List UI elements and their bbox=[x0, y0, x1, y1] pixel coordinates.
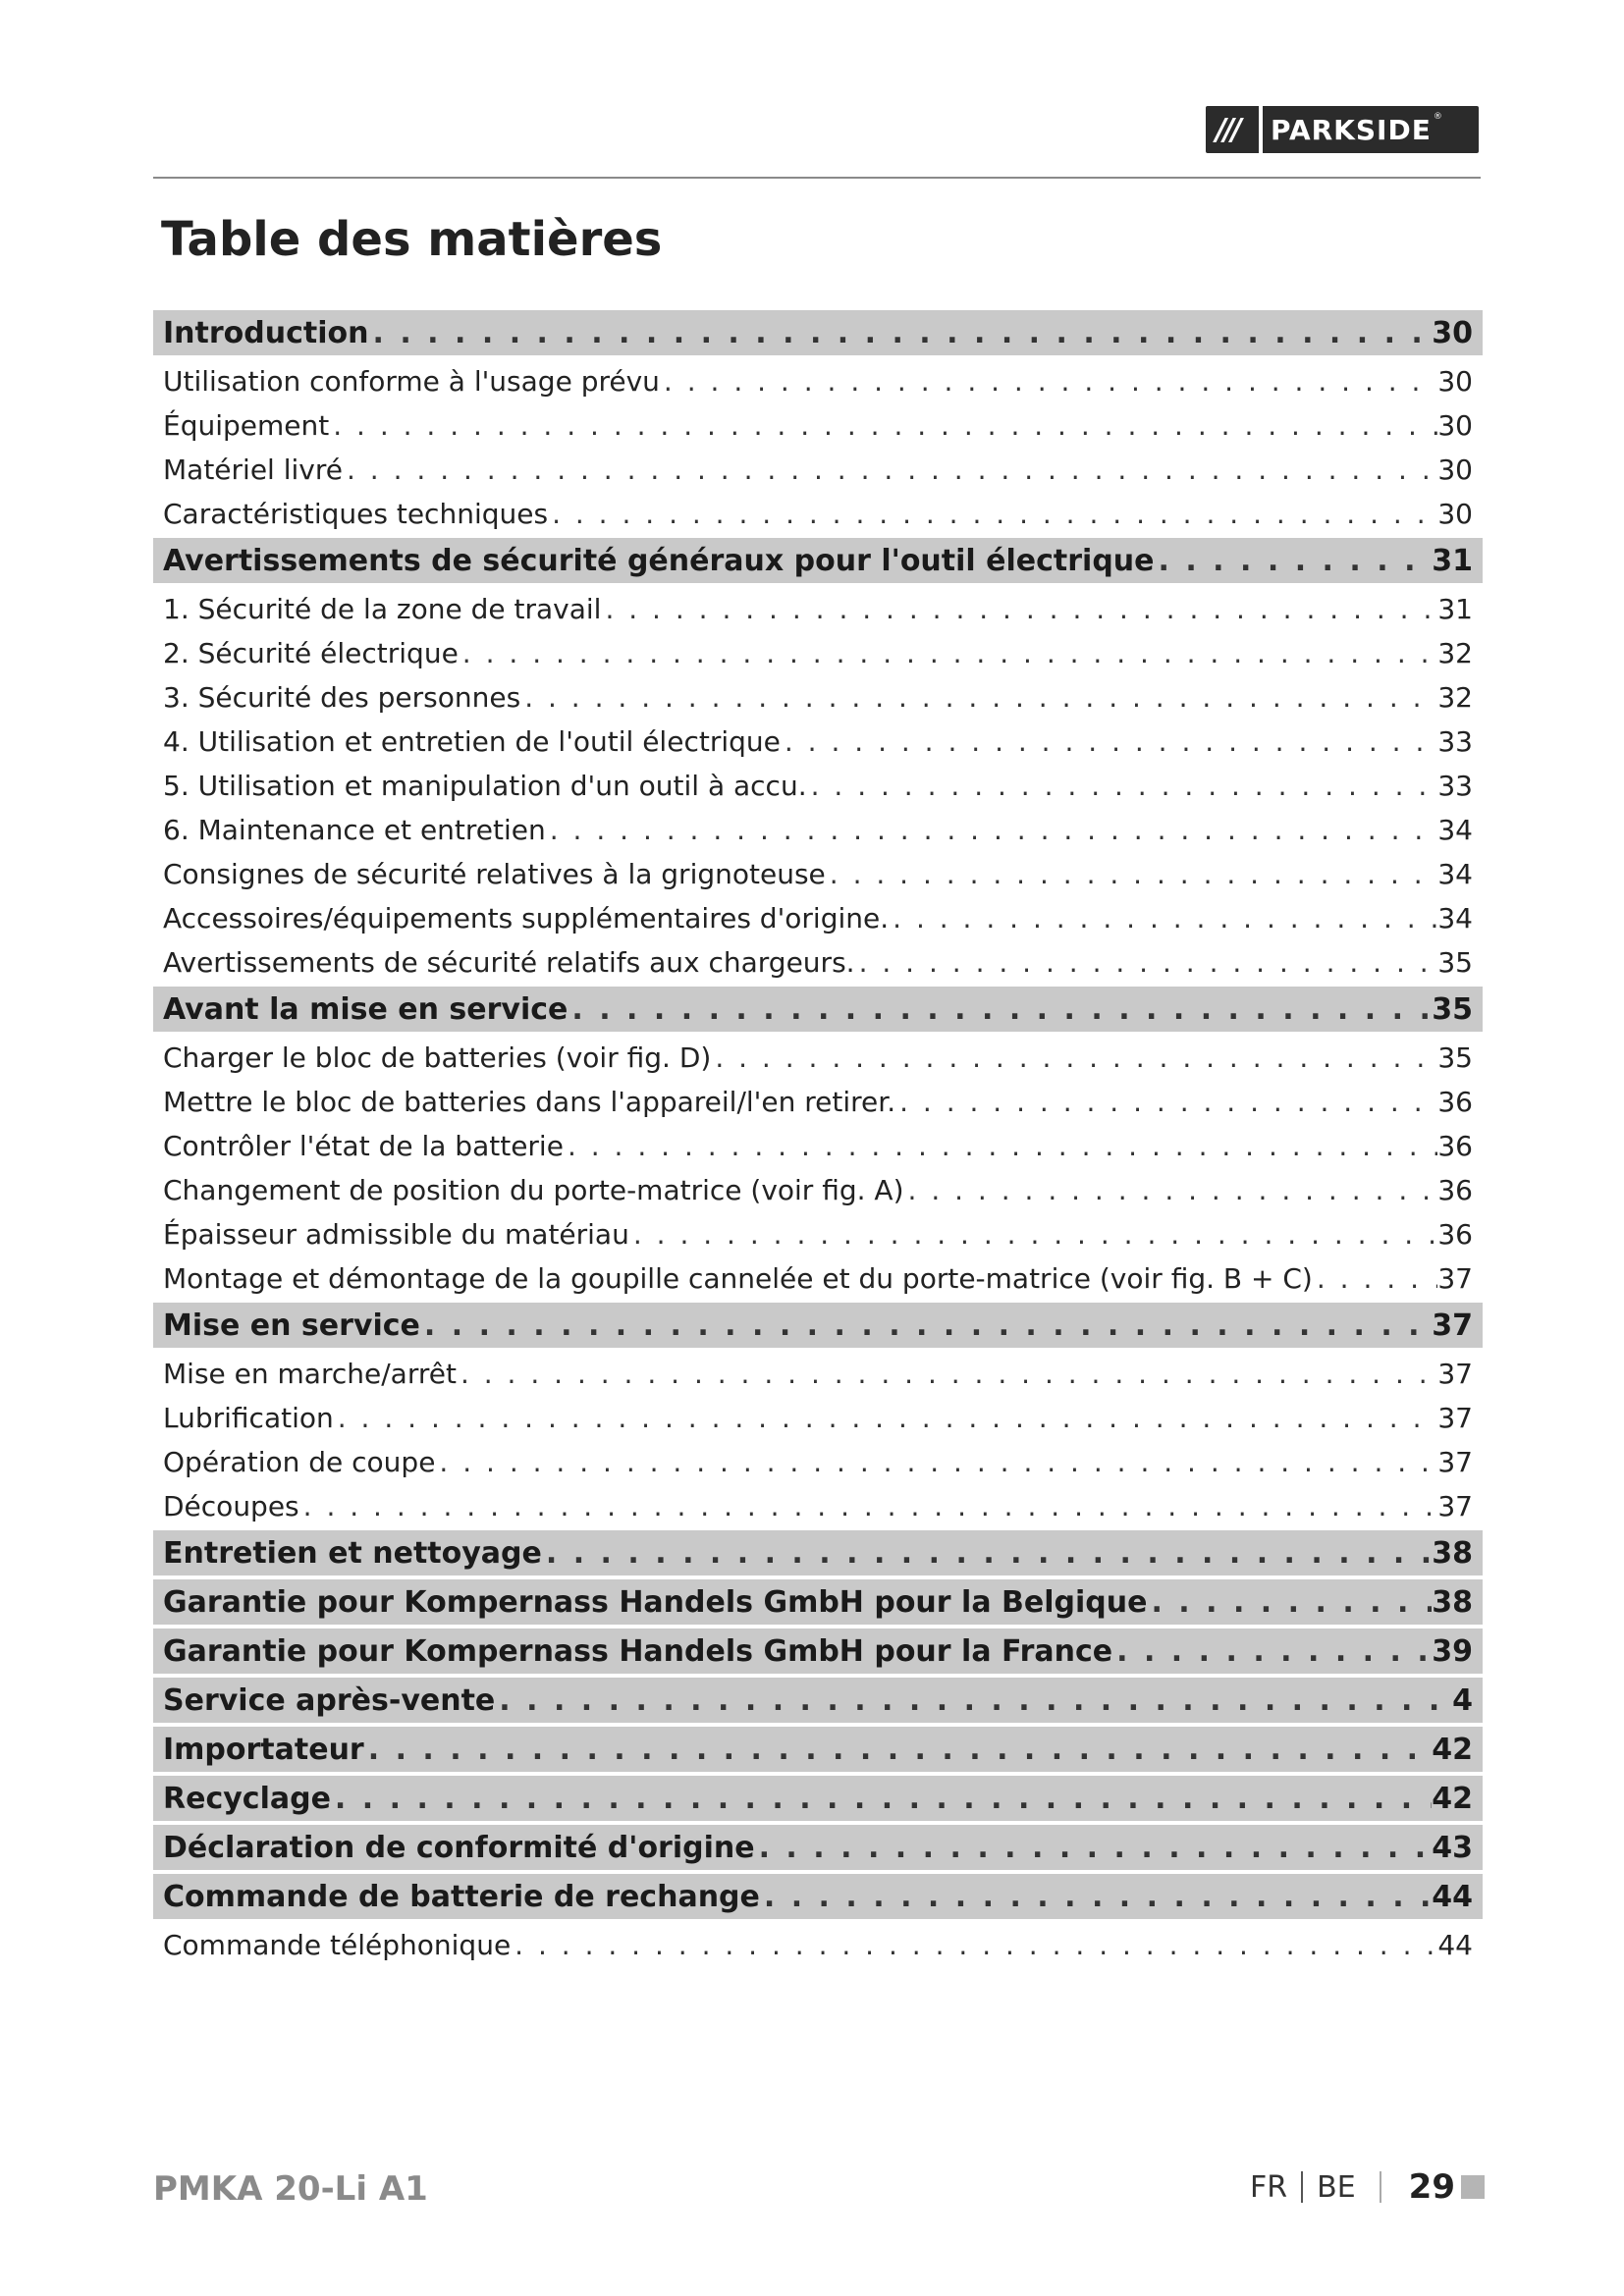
toc-entry bbox=[153, 852, 1483, 896]
logo-divider bbox=[1259, 106, 1263, 153]
toc-dot-leader bbox=[364, 1733, 1433, 1767]
toc-page-number: 30 bbox=[1437, 409, 1473, 442]
parkside-logo bbox=[1206, 106, 1479, 153]
toc-dot-leader bbox=[760, 1880, 1432, 1914]
toc-page-number: 36 bbox=[1437, 1130, 1473, 1162]
toc-label: Mise en marche/arrêt bbox=[163, 1358, 457, 1390]
toc-page-number: 37 bbox=[1437, 1490, 1473, 1522]
toc-label: 6. Maintenance et entretien bbox=[163, 814, 546, 846]
toc-label: Garantie pour Kompernass Handels GmbH pour la Belgique bbox=[163, 1584, 1148, 1620]
toc-page-number: 34 bbox=[1437, 902, 1473, 934]
toc-section bbox=[153, 1874, 1483, 1919]
toc-dot-leader bbox=[660, 365, 1437, 398]
toc-label: Déclaration de conformité d'origine bbox=[163, 1830, 755, 1865]
toc-label: Importateur bbox=[163, 1732, 364, 1767]
toc-dot-leader bbox=[542, 1536, 1432, 1571]
toc-page-number: 34 bbox=[1437, 858, 1473, 890]
toc-section bbox=[153, 310, 1483, 355]
toc-label: Consignes de sécurité relatives à la grignoteuse bbox=[163, 858, 826, 890]
toc-dot-leader bbox=[420, 1308, 1432, 1343]
toc-entry bbox=[153, 1923, 1483, 1967]
toc-label: Recyclage bbox=[163, 1781, 331, 1816]
toc-page-number: 37 bbox=[1437, 1262, 1473, 1295]
toc-label: Commande téléphonique bbox=[163, 1929, 512, 1961]
toc-label: Opération de coupe bbox=[163, 1446, 436, 1478]
toc-label: Charger le bloc de batteries (voir fig. D) bbox=[163, 1041, 712, 1074]
toc-page-number: 43 bbox=[1432, 1830, 1473, 1865]
toc-page-number: 30 bbox=[1432, 315, 1473, 350]
toc-dot-leader bbox=[855, 946, 1438, 979]
page-number: 29 bbox=[1408, 2167, 1455, 2207]
toc-page-number: 42 bbox=[1432, 1732, 1473, 1767]
logo-slashes: /// bbox=[1216, 112, 1239, 147]
toc-entry bbox=[153, 1168, 1483, 1212]
toc-dot-leader bbox=[511, 1929, 1437, 1961]
toc-label: Contrôler l'état de la batterie bbox=[163, 1130, 564, 1162]
toc-page-number: 30 bbox=[1437, 454, 1473, 486]
toc-label: 3. Sécurité des personnes bbox=[163, 681, 521, 714]
toc-entry bbox=[153, 720, 1483, 764]
toc-label: Mise en service bbox=[163, 1308, 420, 1343]
toc-entry bbox=[153, 896, 1483, 940]
toc-label: 1. Sécurité de la zone de travail bbox=[163, 593, 602, 625]
toc-label: Changement de position du porte-matrice (voir fig. A) bbox=[163, 1174, 904, 1206]
toc-label: Découpes bbox=[163, 1490, 299, 1522]
page-title: Table des matières bbox=[161, 212, 663, 267]
toc-label: Caractéristiques techniques bbox=[163, 498, 549, 530]
logo-registered-mark: ® bbox=[1433, 112, 1442, 122]
toc-dot-leader bbox=[1147, 1585, 1432, 1620]
toc-entry bbox=[153, 1396, 1483, 1440]
toc-dot-leader bbox=[495, 1683, 1452, 1718]
toc-page-number: 34 bbox=[1437, 814, 1473, 846]
toc-entry bbox=[153, 359, 1483, 403]
toc-entry bbox=[153, 1212, 1483, 1256]
toc-entry bbox=[153, 1484, 1483, 1528]
toc-page-number: 31 bbox=[1432, 543, 1473, 578]
toc-entry bbox=[153, 1080, 1483, 1124]
toc-dot-leader bbox=[343, 454, 1437, 486]
toc-dot-leader bbox=[904, 1174, 1438, 1206]
toc-dot-leader bbox=[459, 637, 1438, 669]
toc-page-number: 38 bbox=[1432, 1535, 1473, 1571]
toc-label: Entretien et nettoyage bbox=[163, 1535, 542, 1571]
toc-label: 2. Sécurité électrique bbox=[163, 637, 459, 669]
toc-entry bbox=[153, 1256, 1483, 1301]
toc-page-number: 33 bbox=[1437, 770, 1473, 802]
footer-lang-fr: FR bbox=[1250, 2169, 1288, 2205]
toc-dot-leader bbox=[781, 725, 1438, 758]
toc-dot-leader bbox=[895, 1086, 1437, 1118]
footer-separator bbox=[1301, 2171, 1303, 2203]
footer-page-info bbox=[1250, 2167, 1485, 2207]
toc-section bbox=[153, 987, 1483, 1032]
footer-model-name: PMKA 20-Li A1 bbox=[153, 2169, 428, 2209]
toc-page-number: 44 bbox=[1437, 1929, 1473, 1961]
toc-section bbox=[153, 1629, 1483, 1674]
toc-label: Garantie pour Kompernass Handels GmbH pour la France bbox=[163, 1633, 1113, 1669]
toc-entry bbox=[153, 448, 1483, 492]
toc-entry bbox=[153, 1036, 1483, 1080]
toc-label: Introduction bbox=[163, 315, 369, 350]
toc-label: Montage et démontage de la goupille cannelée et du porte-matrice (voir fig. B + C) bbox=[163, 1262, 1313, 1295]
toc-section bbox=[153, 1727, 1483, 1772]
toc-dot-leader bbox=[826, 858, 1438, 890]
toc-page-number: 37 bbox=[1437, 1402, 1473, 1434]
toc-page-number: 31 bbox=[1437, 593, 1473, 625]
footer-lang-be: BE bbox=[1317, 2169, 1356, 2205]
toc-dot-leader bbox=[1112, 1634, 1432, 1669]
toc-section bbox=[153, 1776, 1483, 1821]
toc-page-number: 36 bbox=[1437, 1086, 1473, 1118]
toc-entry bbox=[153, 1440, 1483, 1484]
toc-page-number: 38 bbox=[1432, 1584, 1473, 1620]
toc-dot-leader bbox=[457, 1358, 1437, 1390]
toc-entry bbox=[153, 631, 1483, 675]
toc-label: Service après-vente bbox=[163, 1682, 496, 1718]
footer-separator bbox=[1380, 2171, 1381, 2203]
toc-dot-leader bbox=[368, 316, 1432, 350]
toc-page-number: 32 bbox=[1437, 681, 1473, 714]
toc-label: Mettre le bloc de batteries dans l'appareil/l'en retirer. bbox=[163, 1086, 896, 1118]
toc-page-number: 35 bbox=[1437, 946, 1473, 979]
toc-label: Avertissements de sécurité relatifs aux chargeurs. bbox=[163, 946, 855, 979]
toc-page-number: 32 bbox=[1437, 637, 1473, 669]
toc-section bbox=[153, 1530, 1483, 1575]
toc-label: Lubrification bbox=[163, 1402, 334, 1434]
toc-entry bbox=[153, 675, 1483, 720]
toc-dot-leader bbox=[435, 1446, 1437, 1478]
toc-page-number: 30 bbox=[1437, 365, 1473, 398]
toc-dot-leader bbox=[1155, 544, 1433, 578]
toc-dot-leader bbox=[546, 814, 1438, 846]
toc-section bbox=[153, 1825, 1483, 1870]
toc-dot-leader bbox=[334, 1402, 1438, 1434]
toc-page-number: 37 bbox=[1437, 1358, 1473, 1390]
toc-dot-leader bbox=[755, 1831, 1433, 1865]
toc-page-number: 37 bbox=[1432, 1308, 1473, 1343]
toc-label: 4. Utilisation et entretien de l'outil électrique bbox=[163, 725, 781, 758]
toc-entry bbox=[153, 764, 1483, 808]
toc-dot-leader bbox=[601, 593, 1437, 625]
toc-page-number: 35 bbox=[1437, 1041, 1473, 1074]
toc-entry bbox=[153, 403, 1483, 448]
toc-dot-leader bbox=[711, 1041, 1437, 1074]
toc-dot-leader bbox=[548, 498, 1437, 530]
toc-page-number: 35 bbox=[1432, 991, 1473, 1027]
toc-label: Commande de batterie de rechange bbox=[163, 1879, 760, 1914]
toc-dot-leader bbox=[299, 1490, 1438, 1522]
toc-dot-leader bbox=[1313, 1262, 1438, 1295]
page-marker-square bbox=[1461, 2175, 1485, 2199]
toc-label: Avertissements de sécurité généraux pour l'outil électrique bbox=[163, 543, 1155, 578]
toc-page-number: 33 bbox=[1437, 725, 1473, 758]
toc-page-number: 37 bbox=[1437, 1446, 1473, 1478]
toc-entry bbox=[153, 940, 1483, 985]
toc-label: Matériel livré bbox=[163, 454, 343, 486]
toc-dot-leader bbox=[629, 1218, 1438, 1251]
toc-page-number: 30 bbox=[1437, 498, 1473, 530]
toc-label: Avant la mise en service bbox=[163, 991, 568, 1027]
table-of-contents bbox=[153, 308, 1483, 1967]
toc-entry bbox=[153, 1352, 1483, 1396]
toc-section bbox=[153, 1303, 1483, 1348]
toc-section bbox=[153, 538, 1483, 583]
toc-page-number: 36 bbox=[1437, 1218, 1473, 1251]
toc-dot-leader bbox=[331, 1782, 1432, 1816]
toc-section bbox=[153, 1579, 1483, 1625]
toc-page-number: 42 bbox=[1432, 1781, 1473, 1816]
toc-entry bbox=[153, 587, 1483, 631]
toc-dot-leader bbox=[807, 770, 1438, 802]
header-rule bbox=[153, 177, 1481, 179]
toc-label: Équipement bbox=[163, 409, 330, 442]
toc-entry bbox=[153, 492, 1483, 536]
toc-dot-leader bbox=[568, 992, 1432, 1027]
logo-brand-name: PARKSIDE bbox=[1271, 113, 1432, 146]
toc-label: Épaisseur admissible du matériau bbox=[163, 1218, 629, 1251]
toc-dot-leader bbox=[889, 902, 1437, 934]
toc-label: Utilisation conforme à l'usage prévu bbox=[163, 365, 660, 398]
toc-section bbox=[153, 1678, 1483, 1723]
toc-page-number: 36 bbox=[1437, 1174, 1473, 1206]
toc-label: 5. Utilisation et manipulation d'un outil à accu. bbox=[163, 770, 807, 802]
toc-page-number: 44 bbox=[1432, 1879, 1473, 1914]
toc-page-number: 4 bbox=[1452, 1682, 1473, 1718]
toc-entry bbox=[153, 808, 1483, 852]
toc-dot-leader bbox=[329, 409, 1437, 442]
toc-dot-leader bbox=[564, 1130, 1437, 1162]
toc-label: Accessoires/équipements supplémentaires d'origine. bbox=[163, 902, 890, 934]
toc-page-number: 39 bbox=[1432, 1633, 1473, 1669]
toc-dot-leader bbox=[520, 681, 1437, 714]
toc-entry bbox=[153, 1124, 1483, 1168]
